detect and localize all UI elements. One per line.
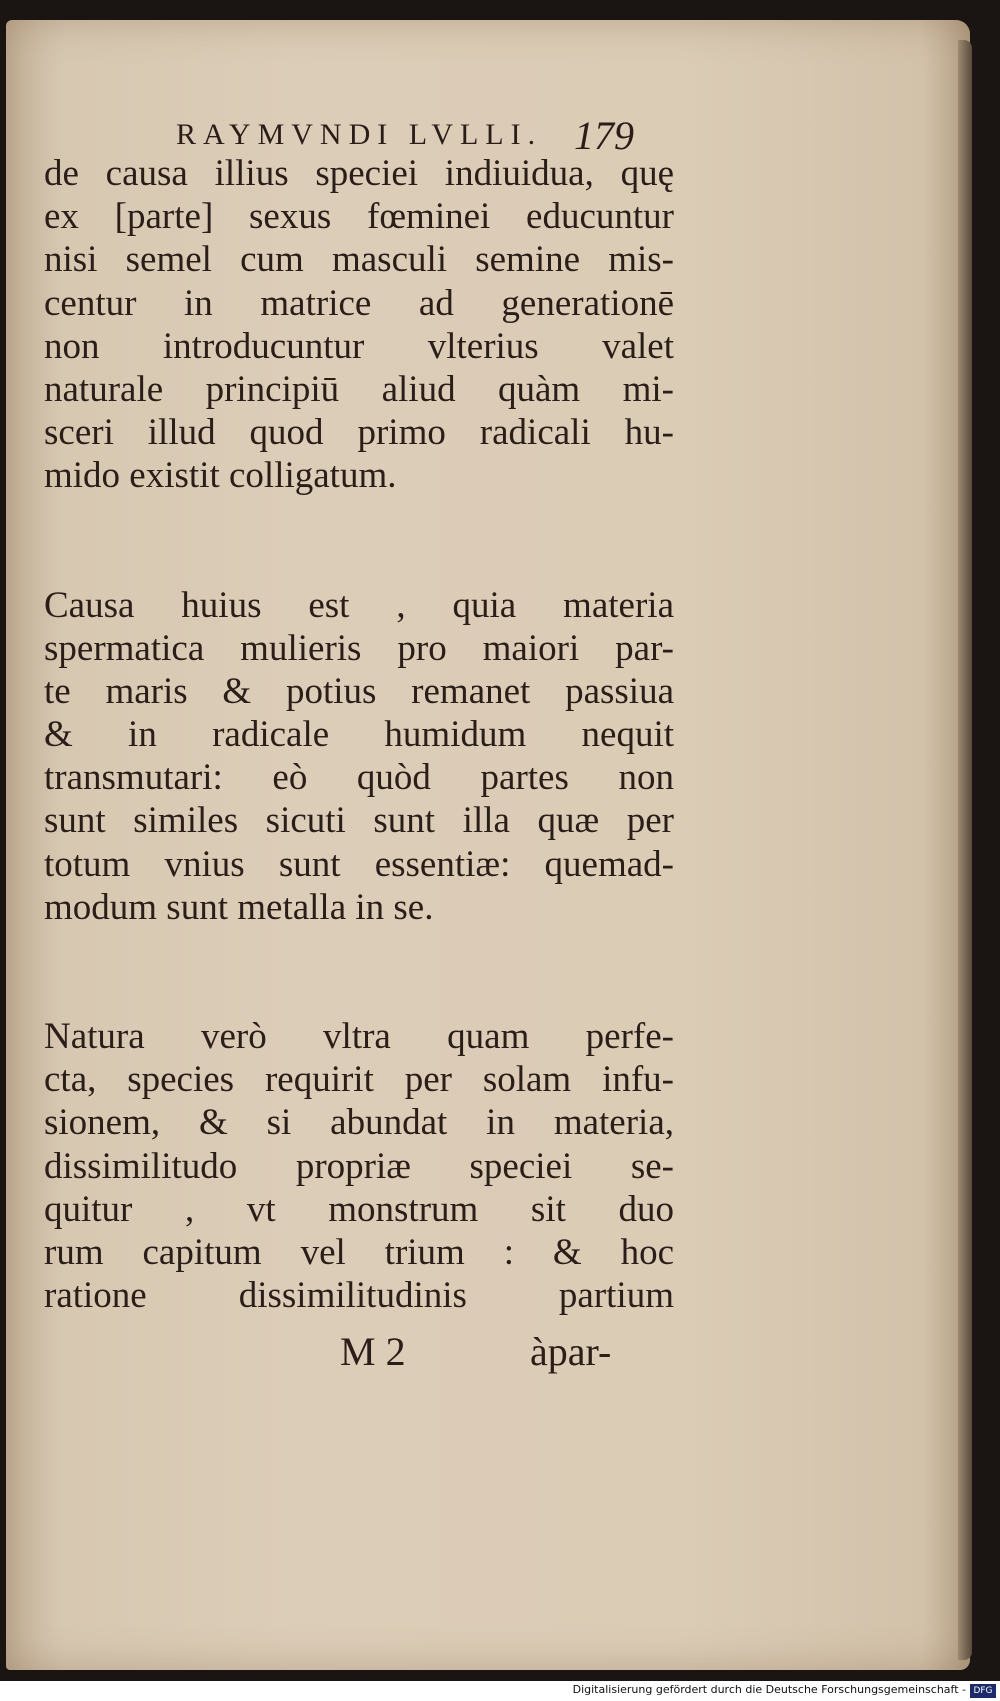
- running-title: RAYMVNDI LVLLI.: [176, 118, 543, 151]
- text-line: ex [parte] sexus fœminei educuntur: [44, 196, 674, 238]
- page-number: 179: [574, 113, 634, 158]
- text-line: nisi semel cum masculi semine mis-: [44, 239, 674, 281]
- text-line: sionem, & si abundat in materia,: [44, 1102, 674, 1144]
- text-line: rum capitum vel trium : & hoc: [44, 1231, 674, 1273]
- text-line: cta, species requirit per solam infu-: [44, 1059, 674, 1101]
- signature-mark: M 2: [340, 1329, 406, 1374]
- digitization-note: Digitalisierung gefördert durch die Deutsche Forschungsgemeinschaft -: [572, 1683, 966, 1696]
- body-text: [44, 152, 674, 1317]
- page-footer: [340, 1328, 640, 1378]
- text-line: dissimilitudo propriæ speciei se-: [44, 1145, 674, 1187]
- text-line: ratione dissimilitudinis partium: [44, 1275, 674, 1317]
- text-line: non introducuntur vlterius valet: [44, 325, 674, 367]
- text-line: Causa huius est , quia materia: [44, 584, 674, 626]
- dfg-logo: DFG: [970, 1684, 996, 1698]
- text-line: sunt similes sicuti sunt illa quæ per: [44, 800, 674, 842]
- text-line: centur in matrice ad generationē: [44, 282, 674, 324]
- paragraph-2: [44, 584, 674, 930]
- text-line: & in radicale humidum nequit: [44, 714, 674, 756]
- text-line: de causa illius speciei indiuidua, quę: [44, 153, 674, 194]
- page-header: [176, 112, 676, 158]
- text-line: te maris & potius remanet passiua: [44, 670, 674, 712]
- text-line: totum vnius sunt essentiæ: quemad-: [44, 843, 674, 885]
- text-line: quitur , vt monstrum sit duo: [44, 1188, 674, 1230]
- text-line: modum sunt metalla in se.: [44, 886, 434, 928]
- text-line: sceri illud quod primo radicali hu-: [44, 412, 674, 454]
- catchword: àpar-: [530, 1329, 612, 1374]
- text-line: Natura verò vltra quam perfe-: [44, 1016, 674, 1057]
- text-line: mido existit colligatum.: [44, 455, 397, 497]
- text-line: naturale principiū aliud quàm mi-: [44, 368, 674, 410]
- digitization-bar: [0, 1681, 1000, 1701]
- paragraph-3: [44, 1015, 674, 1317]
- paragraph-1: [44, 152, 674, 498]
- text-line: transmutari: eò quòd partes non: [44, 757, 674, 799]
- text-line: spermatica mulieris pro maiori par-: [44, 627, 674, 669]
- page-edge: [958, 40, 972, 1660]
